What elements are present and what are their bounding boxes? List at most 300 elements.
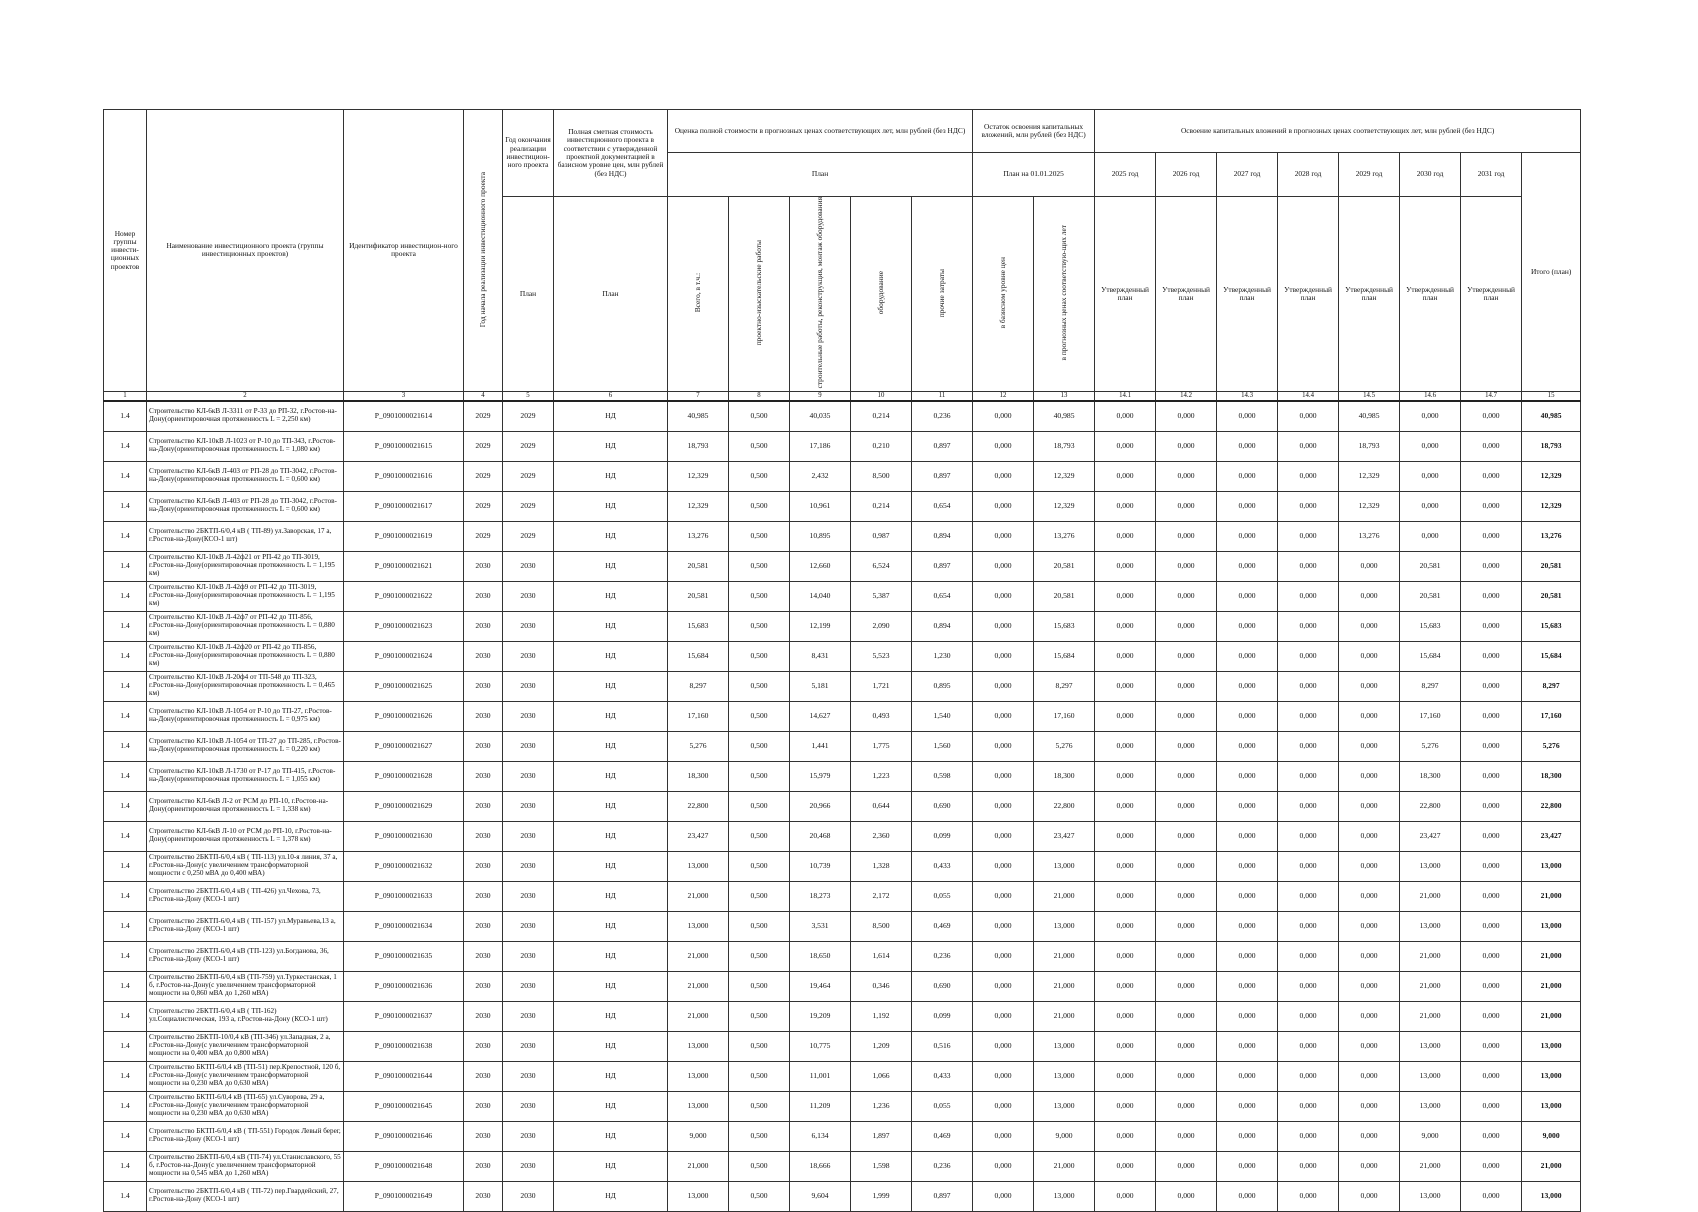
cell-full-cost: НД	[554, 821, 668, 851]
cell-project-id: P_0901000021623	[344, 611, 464, 641]
cell-project-id: P_0901000021627	[344, 731, 464, 761]
cell-2027: 0,000	[1217, 671, 1278, 701]
cell-est-smr: 19,464	[790, 971, 851, 1001]
cell-rem-forecast: 23,427	[1034, 821, 1095, 851]
cell-2028: 0,000	[1278, 671, 1339, 701]
header-est-smr: строительные работы, реконструкция, монтаж оборудования	[790, 197, 851, 392]
cell-project-name: Строительство 2БКТП-6/0,4 кВ ( ТП-113) ул.10-я линия, 37 а, г.Ростов-на-Дону(с увеличением трансформаторной мощности с 0,250 мВА до 0,400 мВА)	[147, 851, 344, 881]
cell-start-year: 2030	[464, 851, 503, 881]
cell-2030: 21,000	[1400, 1151, 1461, 1181]
cell-2030: 0,000	[1400, 431, 1461, 461]
table-row	[104, 1181, 1581, 1211]
column-number: 2	[147, 391, 344, 401]
cell-rem-base: 0,000	[973, 1091, 1034, 1121]
column-number: 8	[729, 391, 790, 401]
cell-total-plan: 18,793	[1522, 431, 1581, 461]
header-plan-as-of: План на 01.01.2025	[973, 153, 1095, 197]
cell-2029: 0,000	[1339, 731, 1400, 761]
cell-total-plan: 12,329	[1522, 491, 1581, 521]
cell-2025: 0,000	[1095, 671, 1156, 701]
cell-est-pir: 0,500	[729, 461, 790, 491]
cell-2026: 0,000	[1156, 521, 1217, 551]
cell-est-equipment: 1,236	[851, 1091, 912, 1121]
cell-total-plan: 12,329	[1522, 461, 1581, 491]
cell-est-total: 21,000	[668, 1001, 729, 1031]
column-number: 12	[973, 391, 1034, 401]
cell-full-cost: НД	[554, 461, 668, 491]
header-approved-2030: Утвержденный план	[1400, 197, 1461, 392]
cell-est-equipment: 2,090	[851, 611, 912, 641]
cell-2031: 0,000	[1461, 641, 1522, 671]
column-number: 3	[344, 391, 464, 401]
cell-total-plan: 21,000	[1522, 1151, 1581, 1181]
cell-est-smr: 12,660	[790, 551, 851, 581]
cell-2031: 0,000	[1461, 1001, 1522, 1031]
cell-est-smr: 10,961	[790, 491, 851, 521]
cell-2026: 0,000	[1156, 821, 1217, 851]
cell-start-year: 2030	[464, 791, 503, 821]
table-row	[104, 1091, 1581, 1121]
cell-rem-base: 0,000	[973, 1151, 1034, 1181]
cell-2027: 0,000	[1217, 851, 1278, 881]
cell-2026: 0,000	[1156, 791, 1217, 821]
cell-rem-forecast: 12,329	[1034, 491, 1095, 521]
cell-est-smr: 18,273	[790, 881, 851, 911]
table-row	[104, 551, 1581, 581]
cell-2026: 0,000	[1156, 401, 1217, 432]
cell-est-smr: 19,209	[790, 1001, 851, 1031]
table-row	[104, 941, 1581, 971]
cell-rem-forecast: 21,000	[1034, 1001, 1095, 1031]
cell-2029: 0,000	[1339, 821, 1400, 851]
cell-group: 1.4	[104, 1031, 147, 1061]
cell-rem-forecast: 21,000	[1034, 971, 1095, 1001]
header-year-2030: 2030 год	[1400, 153, 1461, 197]
header-approved-2027: Утвержденный план	[1217, 197, 1278, 392]
header-estimate: Оценка полной стоимости в прогнозных ценах соответствующих лет, млн рублей (без НДС)	[668, 110, 973, 153]
cell-est-total: 13,000	[668, 1031, 729, 1061]
cell-2028: 0,000	[1278, 1061, 1339, 1091]
cell-rem-forecast: 17,160	[1034, 701, 1095, 731]
cell-est-total: 15,683	[668, 611, 729, 641]
cell-est-pir: 0,500	[729, 851, 790, 881]
cell-project-id: P_0901000021649	[344, 1181, 464, 1211]
cell-end-year: 2030	[503, 641, 554, 671]
cell-2025: 0,000	[1095, 791, 1156, 821]
cell-est-total: 22,800	[668, 791, 729, 821]
cell-project-name: Строительство 2БКТП-6/0,4 кВ ( ТП-89) ул.Заворская, 17 а, г.Ростов-на-Дону(КСО-1 шт)	[147, 521, 344, 551]
cell-start-year: 2030	[464, 1181, 503, 1211]
cell-full-cost: НД	[554, 1001, 668, 1031]
cell-end-year: 2030	[503, 671, 554, 701]
cell-2027: 0,000	[1217, 401, 1278, 432]
cell-2025: 0,000	[1095, 971, 1156, 1001]
cell-project-name: Строительство КЛ-6кВ Л-10 от РСМ до РП-10, г.Ростов-на-Дону(ориентировочная протяженность L = 1,378 км)	[147, 821, 344, 851]
cell-2026: 0,000	[1156, 491, 1217, 521]
cell-project-name: Строительство БКТП-6/0,4 кВ (ТП-51) пер.Крепостной, 120 б, г.Ростов-на-Дону(с увеличением трансформаторной мощности на 0,230 мВА до 0,630 мВА)	[147, 1061, 344, 1091]
cell-2029: 0,000	[1339, 761, 1400, 791]
cell-rem-base: 0,000	[973, 1181, 1034, 1211]
cell-2027: 0,000	[1217, 971, 1278, 1001]
cell-project-id: P_0901000021634	[344, 911, 464, 941]
cell-group: 1.4	[104, 821, 147, 851]
cell-est-pir: 0,500	[729, 671, 790, 701]
cell-2026: 0,000	[1156, 941, 1217, 971]
cell-rem-base: 0,000	[973, 521, 1034, 551]
header-project-name: Наименование инвестиционного проекта (группы инвестиционных проектов)	[147, 110, 344, 392]
cell-end-year: 2030	[503, 881, 554, 911]
cell-est-smr: 11,001	[790, 1061, 851, 1091]
cell-2030: 8,297	[1400, 671, 1461, 701]
cell-total-plan: 21,000	[1522, 941, 1581, 971]
cell-est-other: 0,433	[912, 1061, 973, 1091]
cell-rem-base: 0,000	[973, 911, 1034, 941]
cell-2029: 0,000	[1339, 791, 1400, 821]
investment-projects-table	[103, 109, 1581, 1212]
table-row	[104, 1061, 1581, 1091]
column-number: 14.1	[1095, 391, 1156, 401]
cell-est-other: 0,897	[912, 461, 973, 491]
cell-est-pir: 0,500	[729, 911, 790, 941]
cell-est-equipment: 1,598	[851, 1151, 912, 1181]
cell-est-smr: 40,035	[790, 401, 851, 432]
cell-est-pir: 0,500	[729, 581, 790, 611]
cell-2031: 0,000	[1461, 881, 1522, 911]
table-row	[104, 821, 1581, 851]
cell-2030: 18,300	[1400, 761, 1461, 791]
cell-full-cost: НД	[554, 1061, 668, 1091]
cell-2028: 0,000	[1278, 701, 1339, 731]
cell-project-name: Строительство КЛ-10кВ Л-42ф20 от РП-42 до ТП-856, г.Ростов-на-Дону(ориентировочная протяженность L = 0,880 км)	[147, 641, 344, 671]
table-row	[104, 701, 1581, 731]
cell-project-name: Строительство КЛ-10кВ Л-42ф21 от РП-42 до ТП-3019, г.Ростов-на-Дону(ориентировочная протяженность L = 1,195 км)	[147, 551, 344, 581]
cell-total-plan: 22,800	[1522, 791, 1581, 821]
cell-2031: 0,000	[1461, 461, 1522, 491]
header-rem-base: в базисном уровне цен	[973, 197, 1034, 392]
cell-rem-forecast: 13,000	[1034, 1091, 1095, 1121]
cell-total-plan: 18,300	[1522, 761, 1581, 791]
cell-est-equipment: 1,999	[851, 1181, 912, 1211]
cell-2028: 0,000	[1278, 461, 1339, 491]
cell-group: 1.4	[104, 761, 147, 791]
cell-est-other: 0,897	[912, 431, 973, 461]
cell-end-year: 2030	[503, 581, 554, 611]
cell-rem-forecast: 13,000	[1034, 1181, 1095, 1211]
cell-est-equipment: 2,172	[851, 881, 912, 911]
header-end-year: Год окончания реализации инвестицион-ного проекта	[503, 110, 554, 197]
cell-2028: 0,000	[1278, 1151, 1339, 1181]
cell-2028: 0,000	[1278, 1031, 1339, 1061]
cell-est-pir: 0,500	[729, 941, 790, 971]
cell-est-pir: 0,500	[729, 1091, 790, 1121]
cell-total-plan: 9,000	[1522, 1121, 1581, 1151]
cell-full-cost: НД	[554, 1031, 668, 1061]
cell-rem-forecast: 13,000	[1034, 851, 1095, 881]
cell-est-equipment: 5,523	[851, 641, 912, 671]
cell-start-year: 2029	[464, 401, 503, 432]
cell-total-plan: 5,276	[1522, 731, 1581, 761]
header-approved-2028: Утвержденный план	[1278, 197, 1339, 392]
cell-rem-base: 0,000	[973, 431, 1034, 461]
cell-2027: 0,000	[1217, 491, 1278, 521]
table-row	[104, 911, 1581, 941]
cell-total-plan: 40,985	[1522, 401, 1581, 432]
cell-est-total: 13,000	[668, 1061, 729, 1091]
cell-est-pir: 0,500	[729, 731, 790, 761]
cell-rem-forecast: 13,276	[1034, 521, 1095, 551]
cell-est-total: 21,000	[668, 971, 729, 1001]
cell-rem-forecast: 18,300	[1034, 761, 1095, 791]
cell-group: 1.4	[104, 971, 147, 1001]
table-row	[104, 1121, 1581, 1151]
header-est-total: Всего, в т.ч.:	[668, 197, 729, 392]
cell-2028: 0,000	[1278, 881, 1339, 911]
column-number: 14.7	[1461, 391, 1522, 401]
cell-2028: 0,000	[1278, 1121, 1339, 1151]
cell-project-id: P_0901000021629	[344, 791, 464, 821]
column-number: 6	[554, 391, 668, 401]
cell-est-equipment: 1,223	[851, 761, 912, 791]
cell-est-total: 21,000	[668, 1151, 729, 1181]
cell-total-plan: 13,000	[1522, 1061, 1581, 1091]
cell-2028: 0,000	[1278, 971, 1339, 1001]
cell-total-plan: 20,581	[1522, 581, 1581, 611]
cell-total-plan: 13,276	[1522, 521, 1581, 551]
cell-2025: 0,000	[1095, 401, 1156, 432]
cell-2031: 0,000	[1461, 551, 1522, 581]
cell-2027: 0,000	[1217, 551, 1278, 581]
cell-full-cost: НД	[554, 611, 668, 641]
table-row	[104, 1001, 1581, 1031]
cell-2029: 0,000	[1339, 581, 1400, 611]
cell-end-year: 2030	[503, 821, 554, 851]
cell-full-cost: НД	[554, 1121, 668, 1151]
header-approved-2026: Утвержденный план	[1156, 197, 1217, 392]
cell-est-smr: 12,199	[790, 611, 851, 641]
cell-est-total: 21,000	[668, 881, 729, 911]
cell-2025: 0,000	[1095, 491, 1156, 521]
cell-project-id: P_0901000021621	[344, 551, 464, 581]
cell-group: 1.4	[104, 1151, 147, 1181]
cell-2028: 0,000	[1278, 491, 1339, 521]
cell-group: 1.4	[104, 1001, 147, 1031]
cell-2030: 15,684	[1400, 641, 1461, 671]
cell-start-year: 2030	[464, 701, 503, 731]
cell-est-equipment: 1,614	[851, 941, 912, 971]
cell-est-total: 21,000	[668, 941, 729, 971]
cell-project-name: Строительство КЛ-10кВ Л-20ф4 от ТП-548 до ТП-323, г.Ростов-на-Дону(ориентировочная протяженность L = 0,465 км)	[147, 671, 344, 701]
cell-rem-base: 0,000	[973, 791, 1034, 821]
cell-est-equipment: 1,066	[851, 1061, 912, 1091]
cell-rem-base: 0,000	[973, 851, 1034, 881]
cell-project-id: P_0901000021614	[344, 401, 464, 432]
cell-2026: 0,000	[1156, 1091, 1217, 1121]
table-row	[104, 671, 1581, 701]
cell-2027: 0,000	[1217, 701, 1278, 731]
cell-project-name: Строительство БКТП-6/0,4 кВ ( ТП-551) Городок Левый берег, г.Ростов-на-Дону (КСО-1 шт)	[147, 1121, 344, 1151]
cell-2029: 0,000	[1339, 1181, 1400, 1211]
cell-2025: 0,000	[1095, 761, 1156, 791]
cell-project-name: Строительство КЛ-10кВ Л-1730 от Р-17 до ТП-415, г.Ростов-на-Дону(ориентировочная протяженность L = 1,055 км)	[147, 761, 344, 791]
cell-rem-base: 0,000	[973, 491, 1034, 521]
cell-full-cost: НД	[554, 671, 668, 701]
cell-est-total: 13,276	[668, 521, 729, 551]
cell-2028: 0,000	[1278, 581, 1339, 611]
cell-2031: 0,000	[1461, 671, 1522, 701]
cell-group: 1.4	[104, 581, 147, 611]
cell-group: 1.4	[104, 701, 147, 731]
cell-est-smr: 14,040	[790, 581, 851, 611]
cell-rem-forecast: 21,000	[1034, 881, 1095, 911]
cell-2026: 0,000	[1156, 551, 1217, 581]
cell-group: 1.4	[104, 461, 147, 491]
cell-2025: 0,000	[1095, 1031, 1156, 1061]
header-est-other: прочие затраты	[912, 197, 973, 392]
cell-group: 1.4	[104, 881, 147, 911]
cell-2027: 0,000	[1217, 431, 1278, 461]
cell-end-year: 2030	[503, 731, 554, 761]
cell-end-year: 2030	[503, 1061, 554, 1091]
cell-end-year: 2030	[503, 851, 554, 881]
cell-2025: 0,000	[1095, 461, 1156, 491]
cell-2030: 22,800	[1400, 791, 1461, 821]
cell-est-total: 13,000	[668, 911, 729, 941]
cell-est-other: 0,654	[912, 491, 973, 521]
header-approved-2031: Утвержденный план	[1461, 197, 1522, 392]
cell-2030: 20,581	[1400, 581, 1461, 611]
cell-end-year: 2029	[503, 491, 554, 521]
cell-2025: 0,000	[1095, 821, 1156, 851]
cell-end-year: 2030	[503, 1121, 554, 1151]
cell-2026: 0,000	[1156, 701, 1217, 731]
cell-rem-forecast: 13,000	[1034, 1061, 1095, 1091]
cell-est-total: 20,581	[668, 581, 729, 611]
column-number: 15	[1522, 391, 1581, 401]
cell-rem-base: 0,000	[973, 971, 1034, 1001]
cell-est-other: 0,055	[912, 1091, 973, 1121]
cell-total-plan: 8,297	[1522, 671, 1581, 701]
cell-est-smr: 9,604	[790, 1181, 851, 1211]
cell-2028: 0,000	[1278, 551, 1339, 581]
header-full-cost-plan: План	[554, 197, 668, 392]
cell-total-plan: 20,581	[1522, 551, 1581, 581]
cell-2027: 0,000	[1217, 731, 1278, 761]
cell-project-name: Строительство КЛ-10кВ Л-42ф7 от РП-42 до ТП-856, г.Ростов-на-Дону(ориентировочная протяженность L = 0,880 км)	[147, 611, 344, 641]
cell-est-equipment: 0,493	[851, 701, 912, 731]
cell-rem-base: 0,000	[973, 1121, 1034, 1151]
cell-2028: 0,000	[1278, 851, 1339, 881]
cell-2031: 0,000	[1461, 791, 1522, 821]
cell-2025: 0,000	[1095, 581, 1156, 611]
cell-start-year: 2030	[464, 941, 503, 971]
cell-rem-forecast: 21,000	[1034, 941, 1095, 971]
cell-2030: 13,000	[1400, 911, 1461, 941]
cell-2030: 21,000	[1400, 1001, 1461, 1031]
cell-est-equipment: 1,775	[851, 731, 912, 761]
cell-2029: 0,000	[1339, 971, 1400, 1001]
cell-rem-forecast: 15,683	[1034, 611, 1095, 641]
cell-project-name: Строительство КЛ-10кВ Л-42ф9 от РП-42 до ТП-3019, г.Ростов-на-Дону(ориентировочная протяженность L = 1,195 км)	[147, 581, 344, 611]
cell-2029: 0,000	[1339, 611, 1400, 641]
cell-project-id: P_0901000021644	[344, 1061, 464, 1091]
cell-end-year: 2030	[503, 971, 554, 1001]
cell-start-year: 2029	[464, 491, 503, 521]
cell-2027: 0,000	[1217, 791, 1278, 821]
cell-est-total: 40,985	[668, 401, 729, 432]
header-year-2025: 2025 год	[1095, 153, 1156, 197]
cell-end-year: 2029	[503, 461, 554, 491]
cell-2031: 0,000	[1461, 971, 1522, 1001]
cell-2029: 0,000	[1339, 881, 1400, 911]
cell-2028: 0,000	[1278, 791, 1339, 821]
cell-project-id: P_0901000021646	[344, 1121, 464, 1151]
cell-rem-base: 0,000	[973, 641, 1034, 671]
cell-group: 1.4	[104, 1061, 147, 1091]
cell-est-smr: 2,432	[790, 461, 851, 491]
table-row	[104, 1151, 1581, 1181]
cell-2031: 0,000	[1461, 581, 1522, 611]
cell-2027: 0,000	[1217, 881, 1278, 911]
cell-2031: 0,000	[1461, 1181, 1522, 1211]
cell-est-pir: 0,500	[729, 1121, 790, 1151]
cell-project-id: P_0901000021633	[344, 881, 464, 911]
cell-full-cost: НД	[554, 911, 668, 941]
column-number: 11	[912, 391, 973, 401]
cell-full-cost: НД	[554, 791, 668, 821]
cell-2026: 0,000	[1156, 971, 1217, 1001]
cell-2031: 0,000	[1461, 941, 1522, 971]
cell-2027: 0,000	[1217, 821, 1278, 851]
cell-est-pir: 0,500	[729, 611, 790, 641]
cell-2030: 21,000	[1400, 941, 1461, 971]
cell-rem-base: 0,000	[973, 461, 1034, 491]
cell-project-id: P_0901000021624	[344, 641, 464, 671]
cell-project-id: P_0901000021619	[344, 521, 464, 551]
cell-est-equipment: 1,721	[851, 671, 912, 701]
cell-2025: 0,000	[1095, 1061, 1156, 1091]
cell-2025: 0,000	[1095, 1181, 1156, 1211]
cell-2026: 0,000	[1156, 881, 1217, 911]
cell-2030: 23,427	[1400, 821, 1461, 851]
header-group-number: Номер группы инвести-ционных проектов	[104, 110, 147, 392]
cell-full-cost: НД	[554, 1151, 668, 1181]
cell-est-smr: 20,468	[790, 821, 851, 851]
cell-2029: 0,000	[1339, 1031, 1400, 1061]
cell-end-year: 2030	[503, 701, 554, 731]
cell-project-name: Строительство КЛ-10кВ Л-1054 от ТП-27 до ТП-285, г.Ростов-на-Дону(ориентировочная протяженность L = 0,220 км)	[147, 731, 344, 761]
cell-2025: 0,000	[1095, 701, 1156, 731]
cell-est-smr: 8,431	[790, 641, 851, 671]
cell-est-other: 0,894	[912, 611, 973, 641]
cell-2030: 13,000	[1400, 1031, 1461, 1061]
cell-end-year: 2030	[503, 1001, 554, 1031]
cell-total-plan: 15,683	[1522, 611, 1581, 641]
cell-2029: 0,000	[1339, 941, 1400, 971]
cell-2030: 15,683	[1400, 611, 1461, 641]
cell-2030: 5,276	[1400, 731, 1461, 761]
cell-est-pir: 0,500	[729, 491, 790, 521]
cell-2031: 0,000	[1461, 521, 1522, 551]
cell-2025: 0,000	[1095, 1001, 1156, 1031]
cell-2026: 0,000	[1156, 611, 1217, 641]
cell-2026: 0,000	[1156, 731, 1217, 761]
table-row	[104, 761, 1581, 791]
cell-start-year: 2030	[464, 731, 503, 761]
cell-full-cost: НД	[554, 491, 668, 521]
table-row	[104, 431, 1581, 461]
cell-end-year: 2030	[503, 1091, 554, 1121]
cell-est-pir: 0,500	[729, 551, 790, 581]
